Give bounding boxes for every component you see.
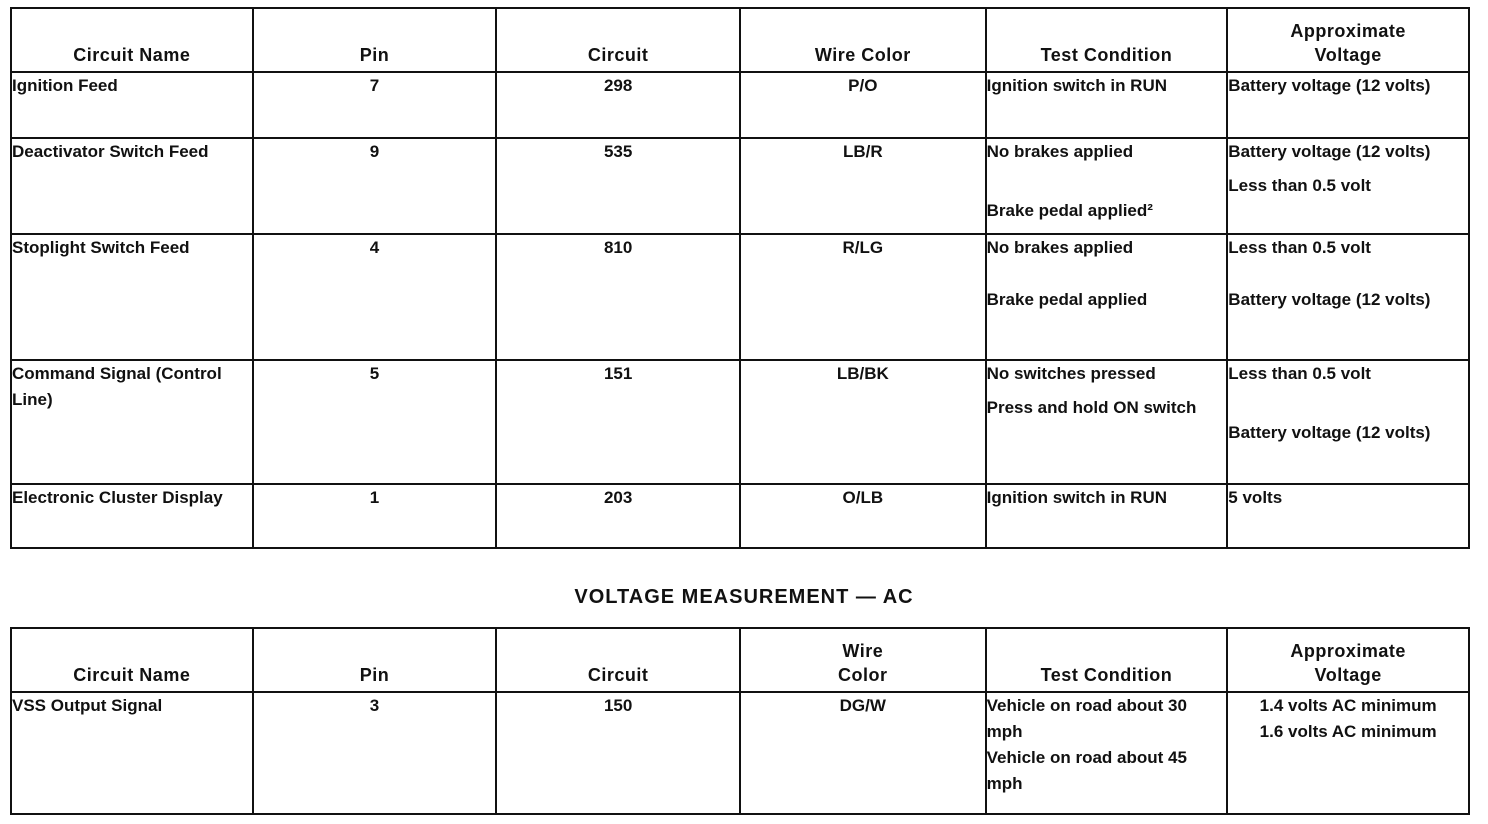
voltage-text: Less than 0.5 volt: [1228, 364, 1371, 383]
voltage-text: 1.6 volts AC minimum: [1259, 722, 1437, 741]
dc-voltage-table: [10, 7, 1470, 549]
condition-text: Ignition switch in RUN: [986, 76, 1168, 95]
header-voltage-line1: Approximate: [1290, 641, 1406, 661]
header-circuit-name: Circuit Name: [11, 628, 253, 692]
cell-voltage: [1227, 484, 1469, 548]
cell-pin: 4: [253, 234, 497, 360]
table-row: [11, 360, 1469, 484]
condition-text: Ignition switch in RUN: [986, 488, 1168, 507]
header-approximate-voltage: [1227, 8, 1469, 72]
condition-text: Vehicle on road about 30 mph: [986, 696, 1187, 741]
header-pin: Pin: [253, 8, 497, 72]
cell-circuit: 150: [496, 692, 740, 814]
voltage-text: Less than 0.5 volt: [1228, 238, 1371, 257]
cell-wire-color: O/LB: [740, 484, 986, 548]
cell-circuit-name: Electronic Cluster Display: [11, 484, 253, 548]
condition-text: Brake pedal applied: [986, 290, 1148, 309]
cell-wire-color: LB/R: [740, 138, 986, 234]
header-wire-line2: Color: [838, 665, 888, 685]
condition-text: No brakes applied: [986, 238, 1134, 257]
voltage-text: Battery voltage (12 volts): [1228, 290, 1431, 309]
table-row: [11, 234, 1469, 360]
table-row: [11, 138, 1469, 234]
table-row: [11, 484, 1469, 548]
cell-pin: 9: [253, 138, 497, 234]
cell-circuit: 810: [496, 234, 740, 360]
header-voltage-line2: Voltage: [1314, 665, 1382, 685]
cell-circuit-name: Stoplight Switch Feed: [11, 234, 253, 360]
header-test-condition: Test Condition: [986, 8, 1228, 72]
table-row: [11, 72, 1469, 138]
condition-text: Brake pedal applied²: [986, 201, 1153, 220]
cell-voltage: [1227, 72, 1469, 138]
cell-voltage: [1227, 692, 1469, 814]
table-header-row: [11, 8, 1469, 72]
header-test-condition: Test Condition: [986, 628, 1228, 692]
cell-test-condition: [986, 692, 1228, 814]
voltage-text: Battery voltage (12 volts): [1228, 423, 1431, 442]
table-row: [11, 692, 1469, 814]
header-circuit-name: Circuit Name: [11, 8, 253, 72]
cell-circuit-name: VSS Output Signal: [11, 692, 253, 814]
cell-wire-color: R/LG: [740, 234, 986, 360]
cell-wire-color: LB/BK: [740, 360, 986, 484]
header-circuit: Circuit: [496, 8, 740, 72]
header-wire-color: Wire Color: [740, 8, 986, 72]
cell-pin: 5: [253, 360, 497, 484]
voltage-text: Less than 0.5 volt: [1228, 176, 1371, 195]
cell-circuit-name: Command Signal (Control Line): [11, 360, 253, 484]
cell-test-condition: [986, 72, 1228, 138]
cell-circuit: 203: [496, 484, 740, 548]
cell-voltage: [1227, 234, 1469, 360]
cell-wire-color: DG/W: [740, 692, 986, 814]
cell-wire-color: P/O: [740, 72, 986, 138]
voltage-text: 1.4 volts AC minimum: [1259, 696, 1437, 715]
header-pin: Pin: [253, 628, 497, 692]
cell-test-condition: [986, 484, 1228, 548]
cell-test-condition: [986, 234, 1228, 360]
ac-voltage-table: [10, 627, 1470, 815]
header-approximate-voltage: [1227, 628, 1469, 692]
cell-test-condition: [986, 138, 1228, 234]
condition-text: Vehicle on road about 45 mph: [986, 748, 1187, 793]
voltage-text: 5 volts: [1228, 488, 1283, 507]
cell-pin: 7: [253, 72, 497, 138]
header-voltage-line2: Voltage: [1314, 45, 1382, 65]
header-voltage-line1: Approximate: [1290, 21, 1406, 41]
table-header-row: [11, 628, 1469, 692]
cell-circuit: 151: [496, 360, 740, 484]
voltage-text: Battery voltage (12 volts): [1228, 142, 1431, 161]
section-title: VOLTAGE MEASUREMENT — AC: [574, 586, 914, 608]
cell-test-condition: [986, 360, 1228, 484]
condition-text: No switches pressed: [986, 364, 1156, 383]
cell-circuit: 298: [496, 72, 740, 138]
cell-circuit-name: Ignition Feed: [11, 72, 253, 138]
cell-pin: 1: [253, 484, 497, 548]
header-wire-line1: Wire: [842, 641, 884, 661]
cell-voltage: [1227, 138, 1469, 234]
cell-voltage: [1227, 360, 1469, 484]
header-circuit: Circuit: [496, 628, 740, 692]
condition-text: No brakes applied: [986, 142, 1134, 161]
cell-circuit-name: Deactivator Switch Feed: [11, 138, 253, 234]
cell-circuit: 535: [496, 138, 740, 234]
cell-pin: 3: [253, 692, 497, 814]
voltage-text: Battery voltage (12 volts): [1228, 76, 1431, 95]
header-wire-color: [740, 628, 986, 692]
condition-text: Press and hold ON switch: [986, 398, 1197, 417]
